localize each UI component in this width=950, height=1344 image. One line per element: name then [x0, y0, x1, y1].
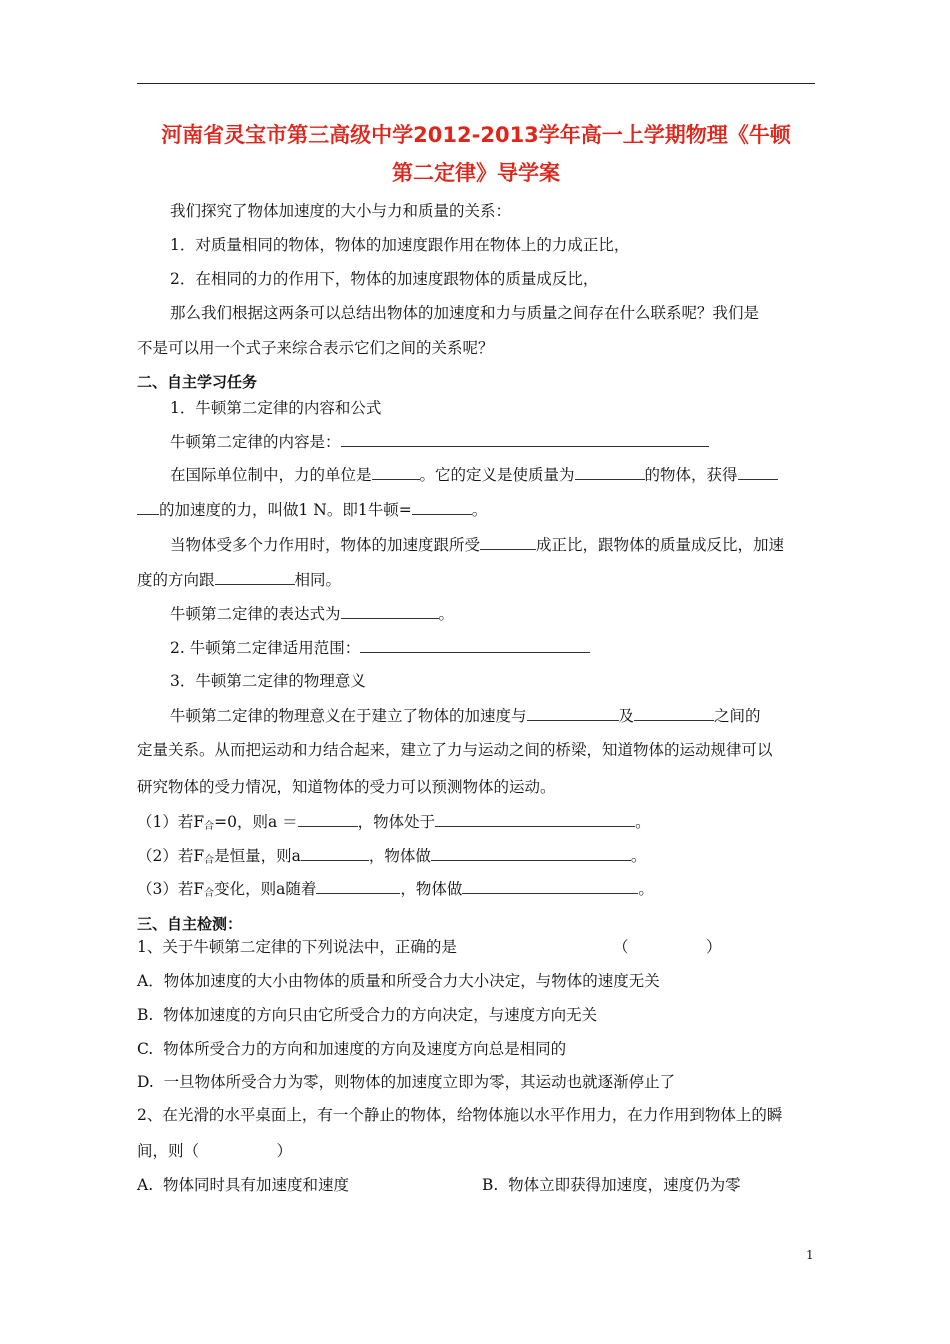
meaning-line-2: 定量关系。从而把运动和力结合起来，建立了力与运动之间的桥梁，知道物体的运动规律可以 — [137, 741, 773, 759]
section3-heading: 三、自主检测： — [137, 915, 243, 933]
intro-p2: 1．对质量相同的物体，物体的加速度跟作用在物体上的力成正比， — [170, 236, 630, 254]
section2-item1: 1．牛顿第二定律的内容和公式 — [170, 399, 382, 417]
intro-p1: 我们探究了物体加速度的大小与力和质量的关系： — [170, 202, 512, 220]
q2-option-b: B. 物体立即获得加速度，速度仍为零 — [482, 1176, 741, 1194]
intro-p4a: 那么我们根据这两条可以总结出物体的加速度和力与质量之间存在什么联系呢？我们是 — [170, 304, 760, 322]
q2-options — [137, 1175, 817, 1195]
q1-option-c: C. 物体所受合力的方向和加速度的方向及速度方向总是相同的 — [137, 1040, 567, 1058]
q1-option-d: D. 一旦物体所受合力为零，则物体的加速度立即为零，其运动也就逐渐停止了 — [137, 1073, 676, 1091]
scope-line: 2. 牛顿第二定律适用范围： — [137, 638, 850, 658]
unit-blank[interactable] — [372, 465, 420, 480]
case2-a-blank[interactable] — [301, 846, 369, 861]
scope-blank[interactable] — [360, 638, 590, 653]
doc-title-line2: 第二定律》导学案 — [392, 161, 560, 185]
net-force-blank[interactable] — [480, 535, 536, 550]
case-2: （2）若$F_合$是恒量，则a ，物体做 。 — [137, 847, 647, 866]
meaning-blank-1[interactable] — [527, 706, 619, 721]
meaning-line: 牛顿第二定律的物理意义在于建立了物体的加速度与 及 之间的 — [170, 707, 761, 725]
intro-p3: 2．在相同的力的作用下，物体的加速度跟物体的质量成反比， — [170, 270, 599, 288]
q1-option-b: B. 物体加速度的方向只由它所受合力的方向决定，与速度方向无关 — [137, 1006, 598, 1024]
meaning-blank-2[interactable] — [634, 706, 714, 721]
q1-answer-paren[interactable]: （ ） — [613, 938, 722, 956]
case1-state-blank[interactable] — [435, 812, 635, 827]
unit-line-2: 的加速度的力，叫做1 N。即1牛顿= 。 — [137, 500, 817, 520]
multi-force-line: 当物体受多个力作用时，物体的加速度跟所受 成正比，跟物体的质量成反比，加速 — [170, 536, 785, 554]
question-2-line2: 间，则（ ） — [137, 1142, 293, 1160]
accel-blank-a[interactable] — [738, 465, 778, 480]
content-blank[interactable] — [341, 432, 709, 447]
page-number: 1 — [806, 1248, 814, 1262]
meaning-line-3: 研究物体的受力情况，知道物体的受力可以预测物体的运动。 — [137, 778, 556, 796]
q1-option-a: A．物体加速度的大小由物体的质量和所受合力大小决定，与物体的速度无关 — [137, 972, 660, 990]
newton-blank[interactable] — [412, 500, 472, 515]
section2-heading: 二、自主学习任务 — [137, 373, 258, 391]
expression-blank[interactable] — [341, 604, 439, 619]
doc-title-line1: 河南省灵宝市第三高级中学2012-2013学年高一上学期物理《牛顿 — [161, 123, 791, 147]
case2-motion-blank[interactable] — [431, 846, 631, 861]
mass-blank[interactable] — [575, 465, 645, 480]
question-2-line1: 2、在光滑的水平桌面上，有一个静止的物体，给物体施以水平作用力，在力作用到物体上的瞬 — [137, 1106, 783, 1124]
accel-blank-b[interactable] — [137, 500, 159, 515]
multi-force-line-2: 度的方向跟 相同。 — [137, 571, 342, 589]
case3-a-blank[interactable] — [316, 879, 400, 894]
section2-item3: 3．牛顿第二定律的物理意义 — [170, 672, 366, 690]
case3-motion-blank[interactable] — [462, 879, 638, 894]
unit-line: 在国际单位制中，力的单位是 。它的定义是使质量为 的物体，获得 — [137, 465, 850, 485]
content-line: 牛顿第二定律的内容是： — [137, 432, 850, 452]
expression-line: 牛顿第二定律的表达式为 。 — [170, 605, 455, 623]
intro-p4b: 不是可以用一个式子来综合表示它们之间的关系呢？ — [137, 339, 494, 357]
question-1: 1、关于牛顿第二定律的下列说法中，正确的是 （ ） — [137, 938, 722, 956]
q2-option-a: A. 物体同时具有加速度和速度 — [137, 1176, 349, 1194]
case-3: （3）若$F_合$变化，则a随着 ，物体做 。 — [137, 880, 654, 899]
direction-blank[interactable] — [215, 570, 295, 585]
case-1: （1）若$F_合=0$，则a ＝ ，物体处于 。 — [137, 813, 651, 832]
case1-a-blank[interactable] — [298, 812, 358, 827]
header-rule — [137, 83, 815, 84]
